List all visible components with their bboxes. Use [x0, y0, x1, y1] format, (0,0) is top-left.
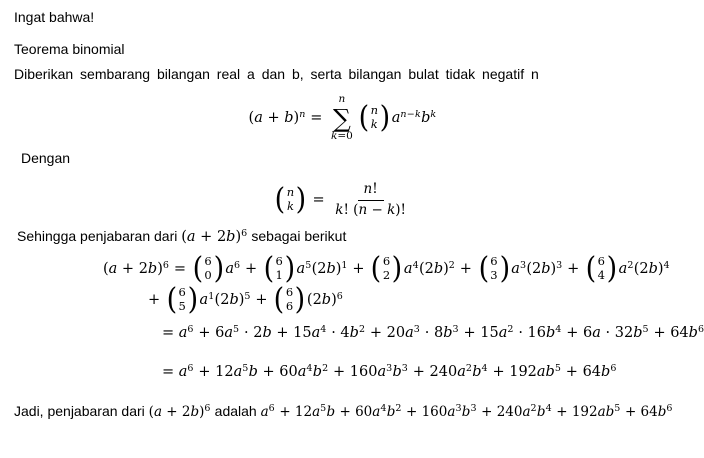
conclusion-mid: adalah	[210, 403, 261, 419]
with-label: Dengan	[21, 150, 71, 166]
theorem-title: Teorema binomial	[14, 41, 125, 57]
a-plus-2b-pow6-inline: $(a + 2b)^6$	[181, 227, 248, 245]
expansion-line-2: + ( 6 5 ) $a^1(2b)^5$ + ( 6 6 ) $(2b)^6$	[148, 282, 344, 317]
binomial-theorem-formula: $(a + b)^n$ = n ∑ k=0 ( n k ) $a^{n-k}b^k$	[248, 93, 437, 142]
conclusion	[14, 403, 673, 420]
expansion-line-4: = $a^6 + 12a^5b + 60a^4b^2 + 160a^3b^3 + 240a^2b^4 + 192ab^5 + 64b^6$	[162, 362, 617, 380]
conclusion-expansion: $a^6 + 12a^5b + 60a^4b^2 + 160a^3b^3 + 240a^2b^4 + 192ab^5 + 64b^6$	[260, 402, 673, 420]
conclusion-prefix: Jadi, penjabaran dari	[14, 403, 149, 419]
expansion-line-1: $(a + 2b)^6$ = ( 6 0 ) $a^6$ + ( 6 1 ) $a^5(2b)^1$ + ( 6 2 ) $a^4(2b)^2$ + ( 6 3 ) $a^3(2b)^3$ + ( 6 4 ) $a^2(2b)^4$	[103, 251, 670, 286]
a-plus-2b-pow6-inline-2: $(a + 2b)^6$	[148, 402, 211, 420]
expansion-intro-prefix: Sehingga penjabaran dari	[17, 228, 182, 244]
intro-text: Diberikan sembarang bilangan real a dan b, serta bilangan bulat tidak negatif n	[14, 66, 539, 82]
note-title: Ingat bahwa!	[14, 9, 95, 25]
binomial-coefficient-formula: ( n k ) = $\frac{n!}{k! (n - k)!}$	[274, 181, 406, 218]
expansion-line-3: = $a^6 + 6a^5 \cdot 2b + 15a^4 \cdot 4b^2 + 20a^3 \cdot 8b^3 + 15a^2 \cdot 16b^4 + 6a \cdot 32b^5 + 64b^6$	[162, 323, 704, 341]
expansion-intro-suffix: sebagai berikut	[247, 228, 347, 244]
expansion-intro	[17, 228, 346, 245]
